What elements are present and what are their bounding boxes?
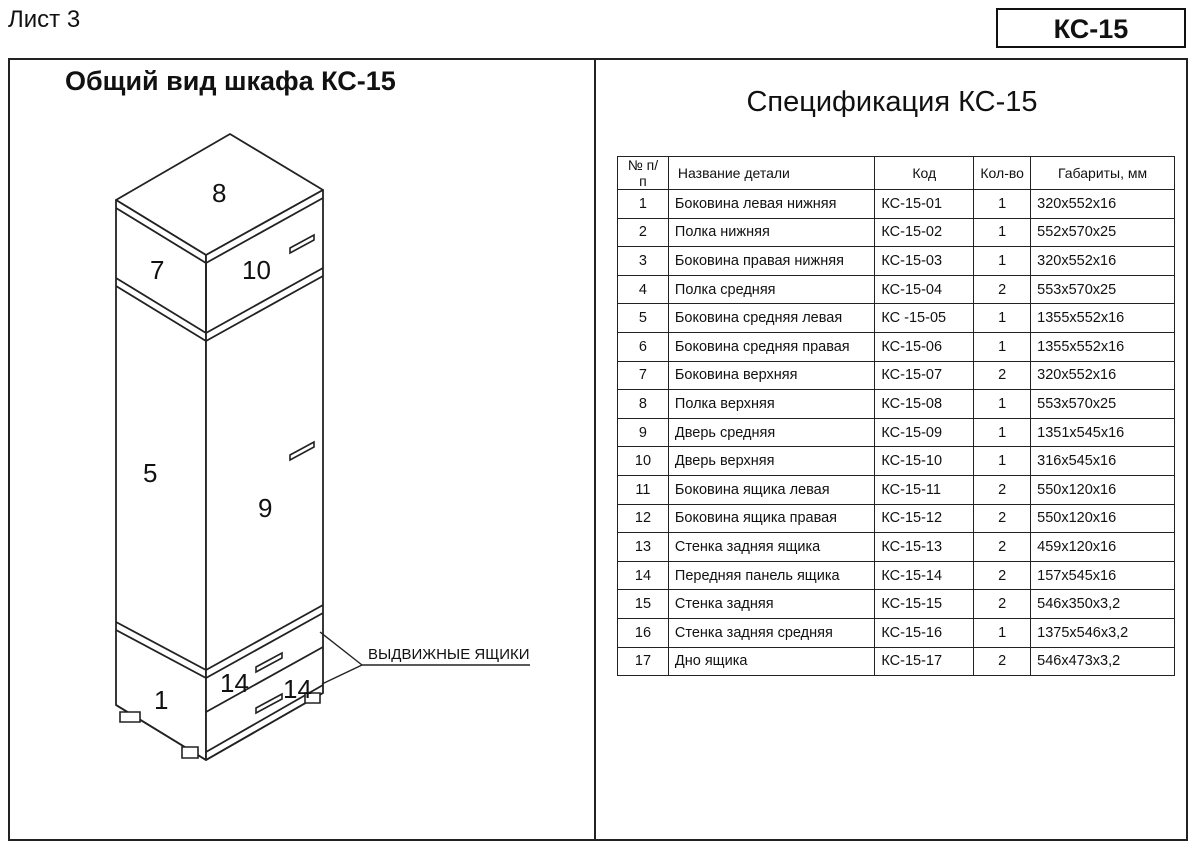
model-code-box: КС-15 xyxy=(996,8,1186,48)
table-row xyxy=(618,533,1175,562)
col-header-code: Код xyxy=(875,157,974,190)
part-label-9: 9 xyxy=(258,493,273,523)
part-name: Боковина ящика левая xyxy=(668,475,874,504)
part-qty: 2 xyxy=(974,361,1031,390)
part-qty: 1 xyxy=(974,447,1031,476)
part-size: 320x552x16 xyxy=(1031,190,1175,219)
part-qty: 1 xyxy=(974,304,1031,333)
part-code: КС-15-09 xyxy=(875,418,974,447)
part-name: Дверь верхняя xyxy=(668,447,874,476)
part-qty: 1 xyxy=(974,247,1031,276)
drawers-callout: ВЫДВИЖНЫЕ ЯЩИКИ xyxy=(368,646,530,663)
spec-title: Спецификация КС-15 xyxy=(746,86,1038,118)
part-qty: 2 xyxy=(974,475,1031,504)
part-code: КС-15-10 xyxy=(875,447,974,476)
table-row xyxy=(618,475,1175,504)
part-code: КС -15-05 xyxy=(875,304,974,333)
row-num: 10 xyxy=(618,447,669,476)
part-size: 552x570x25 xyxy=(1031,218,1175,247)
part-size: 316x545x16 xyxy=(1031,447,1175,476)
row-num: 14 xyxy=(618,561,669,590)
table-row xyxy=(618,418,1175,447)
part-size: 459x120x16 xyxy=(1031,533,1175,562)
row-num: 12 xyxy=(618,504,669,533)
part-code: КС-15-16 xyxy=(875,618,974,647)
part-code: КС-15-04 xyxy=(875,275,974,304)
row-num: 2 xyxy=(618,218,669,247)
row-num: 3 xyxy=(618,247,669,276)
part-size: 1355x552x16 xyxy=(1031,304,1175,333)
part-size: 550x120x16 xyxy=(1031,475,1175,504)
part-qty: 1 xyxy=(974,618,1031,647)
part-name: Боковина правая нижняя xyxy=(668,247,874,276)
part-name: Полка средняя xyxy=(668,275,874,304)
row-num: 8 xyxy=(618,390,669,419)
part-code: КС-15-06 xyxy=(875,332,974,361)
part-label-7: 7 xyxy=(150,255,165,285)
part-code: КС-15-02 xyxy=(875,218,974,247)
part-label-10: 10 xyxy=(242,255,271,285)
part-qty: 2 xyxy=(974,533,1031,562)
part-code: КС-15-15 xyxy=(875,590,974,619)
row-num: 15 xyxy=(618,590,669,619)
part-code: КС-15-07 xyxy=(875,361,974,390)
part-qty: 2 xyxy=(974,561,1031,590)
part-label-14-upper: 14 xyxy=(220,668,249,698)
row-num: 11 xyxy=(618,475,669,504)
table-row xyxy=(618,447,1175,476)
row-num: 1 xyxy=(618,190,669,219)
part-qty: 2 xyxy=(974,647,1031,676)
part-name: Передняя панель ящика xyxy=(668,561,874,590)
row-num: 4 xyxy=(618,275,669,304)
part-code: КС-15-12 xyxy=(875,504,974,533)
table-row xyxy=(618,390,1175,419)
part-qty: 1 xyxy=(974,218,1031,247)
part-name: Боковина средняя левая xyxy=(668,304,874,333)
part-size: 1351x545x16 xyxy=(1031,418,1175,447)
row-num: 6 xyxy=(618,332,669,361)
part-code: КС-15-14 xyxy=(875,561,974,590)
part-name: Стенка задняя средняя xyxy=(668,618,874,647)
part-code: КС-15-03 xyxy=(875,247,974,276)
row-num: 17 xyxy=(618,647,669,676)
table-row xyxy=(618,590,1175,619)
part-code: КС-15-13 xyxy=(875,533,974,562)
part-size: 546x473x3,2 xyxy=(1031,647,1175,676)
col-header-num: № п/п xyxy=(618,157,669,190)
part-name: Дно ящика xyxy=(668,647,874,676)
part-size: 157x545x16 xyxy=(1031,561,1175,590)
sheet-label: Лист 3 xyxy=(8,6,81,33)
part-name: Стенка задняя ящика xyxy=(668,533,874,562)
part-name: Полка верхняя xyxy=(668,390,874,419)
part-code: КС-15-17 xyxy=(875,647,974,676)
col-header-qty: Кол-во xyxy=(974,157,1031,190)
row-num: 7 xyxy=(618,361,669,390)
part-label-14-lower: 14 xyxy=(283,674,312,704)
row-num: 16 xyxy=(618,618,669,647)
part-qty: 1 xyxy=(974,418,1031,447)
table-row xyxy=(618,561,1175,590)
part-name: Дверь средняя xyxy=(668,418,874,447)
col-header-size: Габариты, мм xyxy=(1031,157,1175,190)
table-row xyxy=(618,504,1175,533)
part-size: 550x120x16 xyxy=(1031,504,1175,533)
spec-header-row xyxy=(618,157,1175,190)
row-num: 5 xyxy=(618,304,669,333)
part-size: 553x570x25 xyxy=(1031,390,1175,419)
part-qty: 2 xyxy=(974,590,1031,619)
part-code: КС-15-01 xyxy=(875,190,974,219)
part-size: 546x350x3,2 xyxy=(1031,590,1175,619)
part-size: 320x552x16 xyxy=(1031,361,1175,390)
table-row xyxy=(618,275,1175,304)
part-label-8: 8 xyxy=(212,178,227,208)
part-size: 553x570x25 xyxy=(1031,275,1175,304)
part-label-1: 1 xyxy=(154,685,169,715)
part-qty: 1 xyxy=(974,390,1031,419)
part-name: Боковина верхняя xyxy=(668,361,874,390)
row-num: 13 xyxy=(618,533,669,562)
part-size: 1355x552x16 xyxy=(1031,332,1175,361)
part-name: Стенка задняя xyxy=(668,590,874,619)
part-name: Полка нижняя xyxy=(668,218,874,247)
table-row xyxy=(618,361,1175,390)
part-qty: 2 xyxy=(974,504,1031,533)
part-label-5: 5 xyxy=(143,458,158,488)
part-name: Боковина средняя правая xyxy=(668,332,874,361)
part-qty: 1 xyxy=(974,332,1031,361)
table-row xyxy=(618,190,1175,219)
part-name: Боковина ящика правая xyxy=(668,504,874,533)
part-code: КС-15-08 xyxy=(875,390,974,419)
part-name: Боковина левая нижняя xyxy=(668,190,874,219)
table-row xyxy=(618,218,1175,247)
part-code: КС-15-11 xyxy=(875,475,974,504)
part-size: 320x552x16 xyxy=(1031,247,1175,276)
part-qty: 2 xyxy=(974,275,1031,304)
spec-table xyxy=(617,156,1175,676)
table-row xyxy=(618,332,1175,361)
row-num: 9 xyxy=(618,418,669,447)
general-view-title: Общий вид шкафа КС-15 xyxy=(65,66,396,96)
col-header-name: Название детали xyxy=(668,157,874,190)
table-row xyxy=(618,304,1175,333)
table-row xyxy=(618,647,1175,676)
part-size: 1375x546x3,2 xyxy=(1031,618,1175,647)
table-row xyxy=(618,247,1175,276)
part-qty: 1 xyxy=(974,190,1031,219)
table-row xyxy=(618,618,1175,647)
